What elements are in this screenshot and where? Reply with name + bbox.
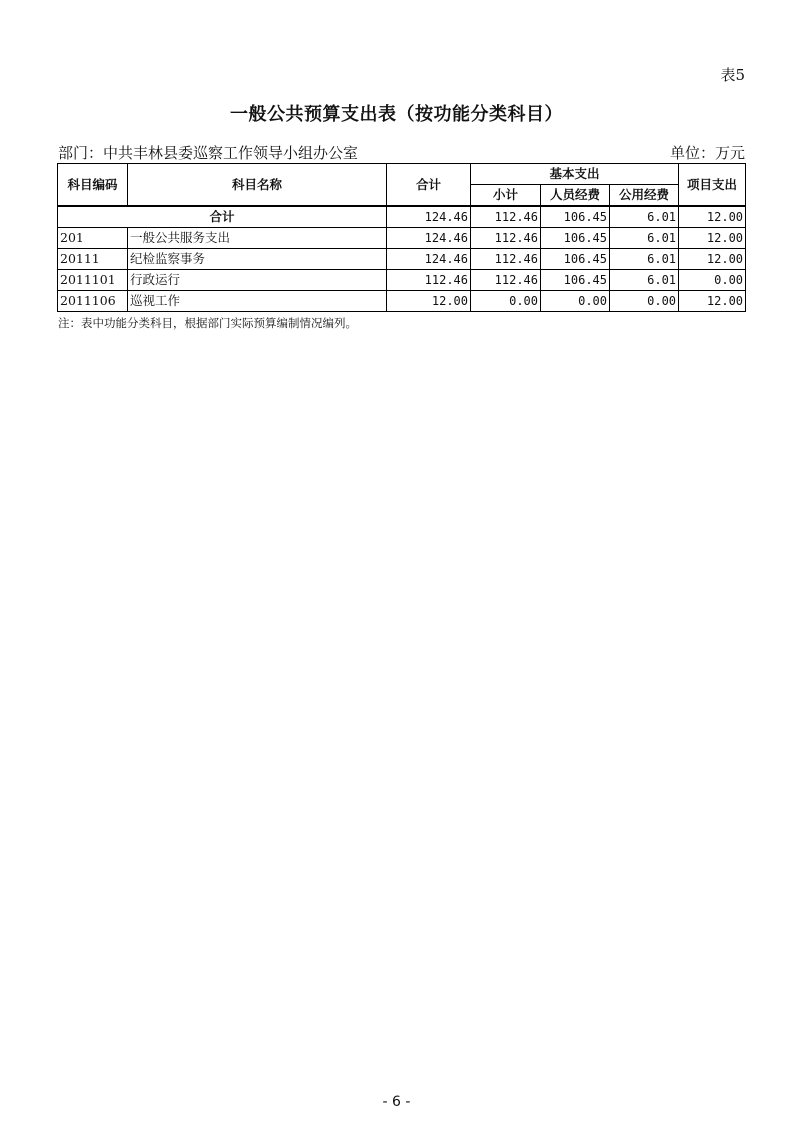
- total-row: [58, 206, 746, 228]
- total-cell: 12.00: [387, 291, 471, 312]
- header-name: 科目名称: [128, 164, 387, 207]
- public-cell: 6.01: [610, 228, 679, 249]
- project-cell: 12.00: [679, 228, 746, 249]
- department-label: 部门：中共丰林县委巡察工作领导小组办公室: [58, 144, 359, 162]
- code-cell: 2011106: [58, 291, 128, 312]
- header-code: 科目编码: [58, 164, 128, 207]
- subtotal-cell: 112.46: [471, 228, 541, 249]
- code-cell: 20111: [58, 249, 128, 270]
- code-cell: 2011101: [58, 270, 128, 291]
- table-row: [58, 249, 746, 270]
- total-cell: 124.46: [387, 206, 471, 228]
- project-cell: 12.00: [679, 249, 746, 270]
- header-subtotal: 小计: [471, 185, 541, 207]
- page-number: - 6 -: [382, 1094, 411, 1110]
- name-cell: 巡视工作: [128, 291, 387, 312]
- unit-label: 单位：万元: [669, 144, 745, 162]
- budget-table: [57, 163, 746, 312]
- table-note: 注：表中功能分类科目，根据部门实际预算编制情况编列。: [58, 316, 357, 330]
- table-row: [58, 291, 746, 312]
- total-cell: 124.46: [387, 228, 471, 249]
- table-number: 表5: [720, 66, 745, 84]
- page-title: 一般公共预算支出表（按功能分类科目）: [230, 104, 563, 125]
- public-cell: 6.01: [610, 249, 679, 270]
- table-row: [58, 270, 746, 291]
- personnel-cell: 106.45: [541, 249, 610, 270]
- name-cell: 纪检监察事务: [128, 249, 387, 270]
- project-cell: 12.00: [679, 291, 746, 312]
- total-cell: 112.46: [387, 270, 471, 291]
- name-cell: 一般公共服务支出: [128, 228, 387, 249]
- header-row-1: [58, 164, 746, 185]
- public-cell: 6.01: [610, 270, 679, 291]
- subtotal-cell: 112.46: [471, 249, 541, 270]
- header-personnel: 人员经费: [541, 185, 610, 207]
- table-row: [58, 228, 746, 249]
- header-total: 合计: [387, 164, 471, 207]
- total-cell: 124.46: [387, 249, 471, 270]
- personnel-cell: 106.45: [541, 206, 610, 228]
- header-project: 项目支出: [679, 164, 746, 207]
- subtotal-cell: 0.00: [471, 291, 541, 312]
- code-cell: 201: [58, 228, 128, 249]
- header-basic: 基本支出: [471, 164, 679, 185]
- header-public: 公用经费: [610, 185, 679, 207]
- personnel-cell: 106.45: [541, 270, 610, 291]
- subtotal-cell: 112.46: [471, 206, 541, 228]
- total-label: 合计: [58, 206, 387, 228]
- personnel-cell: 106.45: [541, 228, 610, 249]
- project-cell: 0.00: [679, 270, 746, 291]
- public-cell: 6.01: [610, 206, 679, 228]
- personnel-cell: 0.00: [541, 291, 610, 312]
- subtotal-cell: 112.46: [471, 270, 541, 291]
- public-cell: 0.00: [610, 291, 679, 312]
- table-meta: [58, 142, 745, 163]
- name-cell: 行政运行: [128, 270, 387, 291]
- project-cell: 12.00: [679, 206, 746, 228]
